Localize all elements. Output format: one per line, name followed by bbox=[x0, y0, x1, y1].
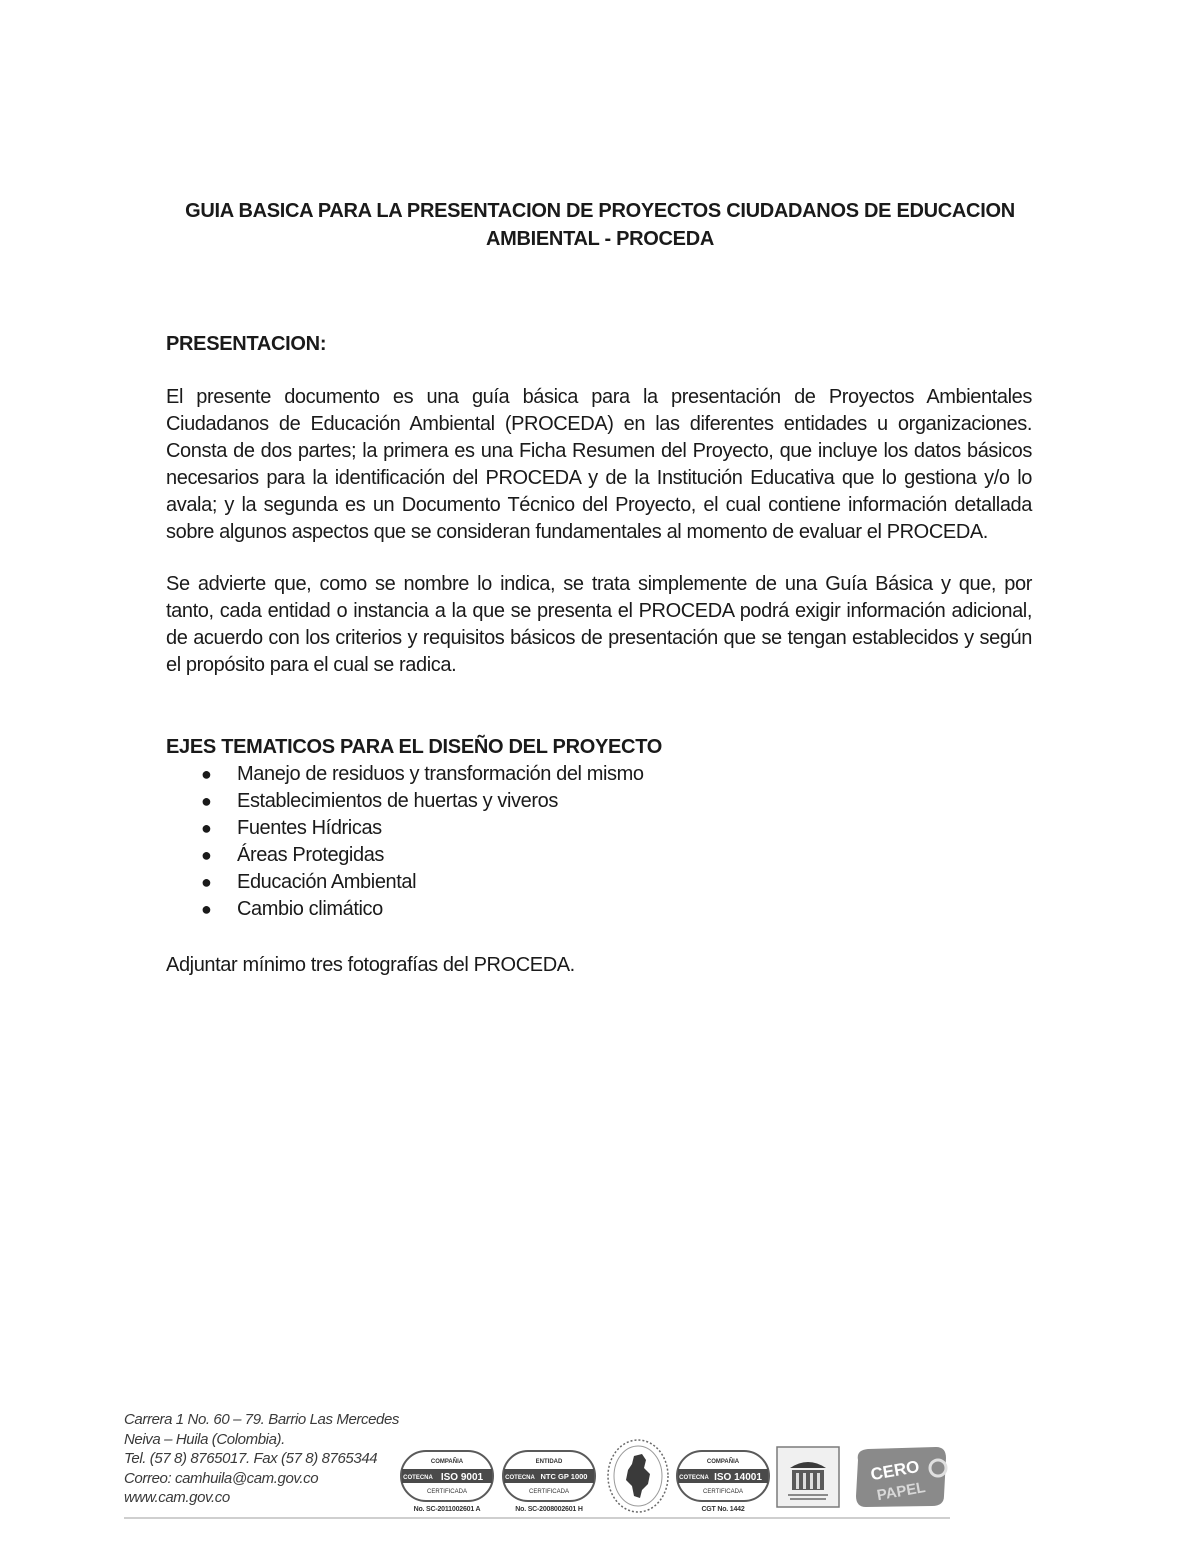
colombia-seal-logo bbox=[606, 1438, 670, 1514]
bullet-icon: ● bbox=[201, 845, 212, 865]
presentacion-paragraph-2: Se advierte que, como se nombre lo indica, se trata simplemente de una Guía Básica y que, por tanto, cada entidad o instancia a la que se presenta el PROCEDA podrá exigir información adicional, de acuerdo con los criterios y requisitos básicos de presentación que se tengan establecidos y según el propósito para el cual se radica. bbox=[166, 573, 1032, 676]
bullet-icon: ● bbox=[201, 764, 212, 784]
cero-papel-logo bbox=[852, 1444, 950, 1510]
cert-number: No. SC-2011002601 A bbox=[413, 1506, 481, 1513]
presentacion-heading: PRESENTACION: bbox=[166, 333, 327, 355]
cero-papel-badge-icon bbox=[852, 1444, 950, 1510]
presentacion-paragraph-1: El presente documento es una guía básica para la presentación de Proyectos Ambientales Ciudadanos de Educación Ambiental (PROCEDA) en las diferentes entidades u organizaciones. Consta de dos partes; la primera es una Ficha Resumen del Proyecto, que incluye los datos básicos necesarios para la identificación del PROCEDA y de la Institución Educativa que lo gestiona y/o lo avala; y la segunda es un Documento Técnico del Proyecto, el cual contiene información detallada sobre algunos aspectos que se consideran fundamentales al momento de evaluar el PROCEDA. bbox=[166, 386, 1032, 543]
cert-number: CGT No. 1442 bbox=[701, 1506, 745, 1513]
cert-brand-text: COTECNA bbox=[505, 1475, 535, 1481]
cert-brand-text: COTECNA bbox=[403, 1475, 433, 1481]
cert-top-text: ENTIDAD bbox=[535, 1459, 563, 1465]
address-line: Carrera 1 No. 60 – 79. Barrio Las Mercedes bbox=[124, 1411, 400, 1428]
building-icon bbox=[776, 1446, 840, 1508]
bullet-icon: ● bbox=[201, 818, 212, 838]
bullet-icon: ● bbox=[201, 899, 212, 919]
iso-14001-cert-logo bbox=[676, 1450, 770, 1518]
ntc-gp-1000-cert-logo bbox=[502, 1450, 596, 1518]
colombia-map-seal-icon bbox=[606, 1438, 670, 1514]
papel-text: PAPEL bbox=[875, 1478, 927, 1505]
certification-seal-icon bbox=[502, 1450, 596, 1502]
cert-bottom-text: CERTIFICADA bbox=[529, 1489, 569, 1495]
bullet-icon: ● bbox=[201, 872, 212, 892]
cert-top-text: COMPAÑIA bbox=[430, 1459, 464, 1465]
cert-top-text: COMPAÑIA bbox=[706, 1459, 740, 1465]
cero-text: CERO bbox=[869, 1456, 921, 1485]
cert-standard-text: NTC GP 1000 bbox=[540, 1472, 588, 1481]
ejes-heading: EJES TEMATICOS PARA EL DISEÑO DEL PROYECTO bbox=[166, 736, 663, 758]
list-item: ● Fuentes Hídricas bbox=[166, 815, 644, 842]
cert-brand-text: COTECNA bbox=[679, 1475, 709, 1481]
certification-seal-icon bbox=[676, 1450, 770, 1502]
list-item: ● Establecimientos de huertas y viveros bbox=[166, 788, 644, 815]
list-item: ● Manejo de residuos y transformación del mismo bbox=[166, 761, 644, 788]
address-line: Neiva – Huila (Colombia). bbox=[124, 1430, 285, 1448]
bullet-icon: ● bbox=[201, 791, 212, 811]
cert-standard-text: ISO 14001 bbox=[714, 1472, 762, 1483]
certification-seal-icon bbox=[400, 1450, 494, 1502]
ejes-list bbox=[166, 761, 644, 923]
cert-standard-text: ISO 9001 bbox=[440, 1472, 484, 1483]
iso-9001-cert-logo bbox=[400, 1450, 494, 1518]
institution-building-logo bbox=[776, 1446, 840, 1508]
cert-bottom-text: CERTIFICADA bbox=[427, 1489, 467, 1495]
email-line: Correo: camhuila@cam.gov.co bbox=[124, 1469, 319, 1487]
cert-number: No. SC-2008002601 H bbox=[515, 1506, 583, 1513]
cert-bottom-text: CERTIFICADA bbox=[703, 1489, 743, 1495]
footer-address bbox=[124, 1410, 399, 1508]
document-title: GUIA BASICA PARA LA PRESENTACION DE PROYECTOS CIUDADANOS DE EDUCACION AMBIENTAL - PROCEDA bbox=[185, 200, 1015, 250]
adjuntar-note: Adjuntar mínimo tres fotografías del PROCEDA. bbox=[166, 954, 575, 976]
list-item: ● Áreas Protegidas bbox=[166, 842, 644, 869]
footer-divider bbox=[124, 1517, 950, 1519]
website-line: www.cam.gov.co bbox=[124, 1489, 230, 1506]
list-item: ● Educación Ambiental bbox=[166, 869, 644, 896]
address-line: Tel. (57 8) 8765017. Fax (57 8) 8765344 bbox=[124, 1450, 378, 1467]
list-item: ● Cambio climático bbox=[166, 896, 644, 923]
